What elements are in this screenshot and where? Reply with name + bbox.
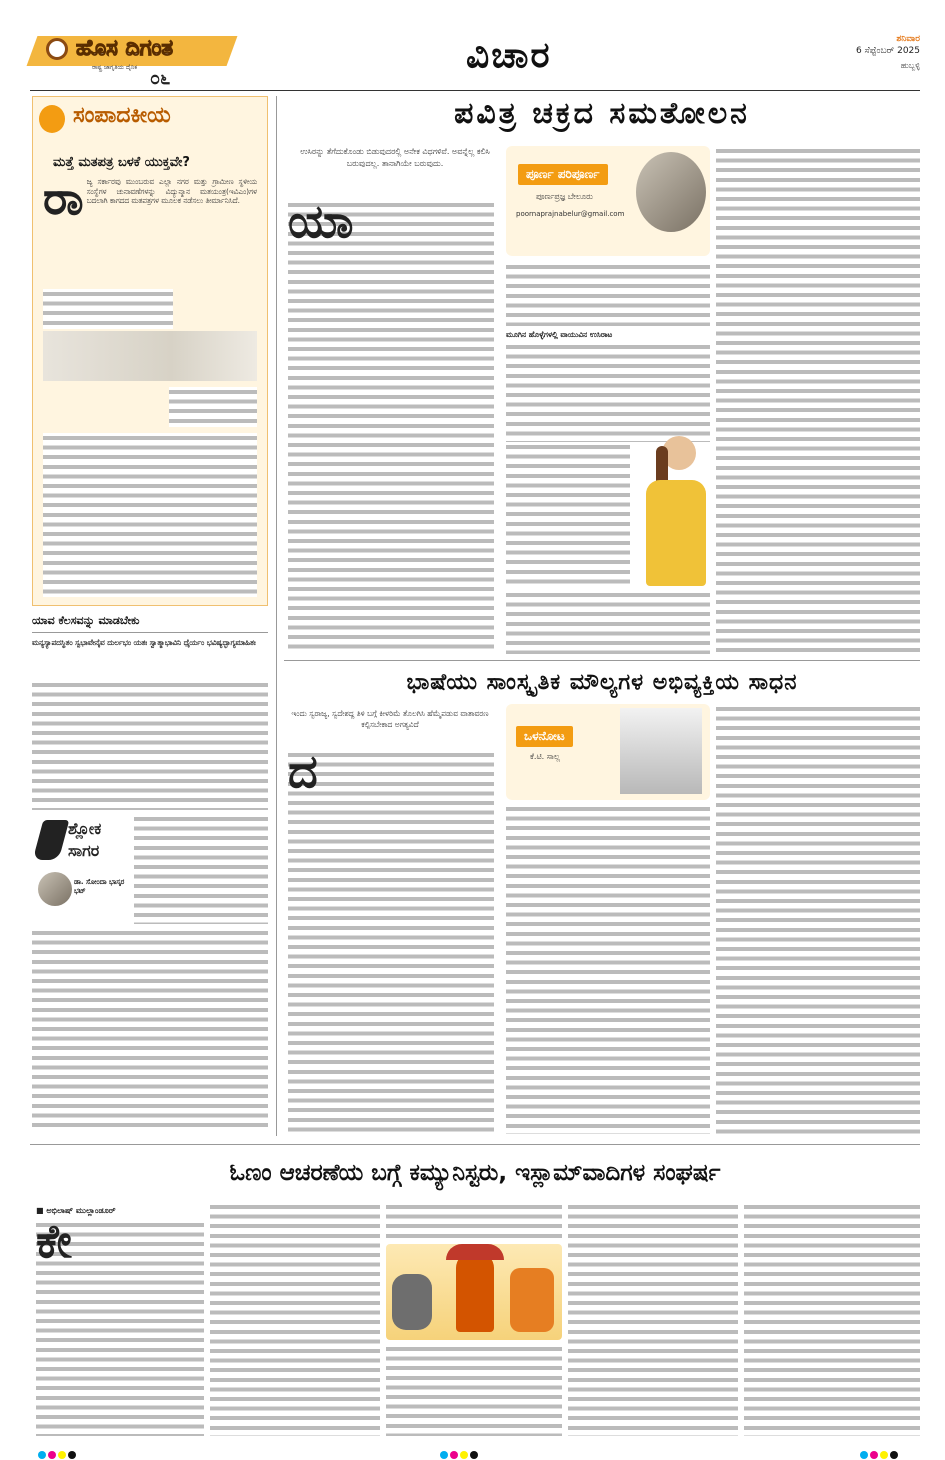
shloka-section — [32, 614, 268, 1134]
article-1-col-1: ಯಾ — [288, 200, 494, 654]
registration-marks-right — [860, 1444, 900, 1460]
article-1-headline: ಪವಿತ್ರ ಚಕ್ರದ ಸಮತೋಲನ — [454, 96, 750, 131]
column-tag: ಪೂರ್ಣ ಪರಿಪೂರ್ಣ — [518, 164, 608, 185]
olanota-tag: ಒಳನೋಟ — [516, 726, 573, 747]
article-3-col-4 — [568, 1202, 738, 1436]
article-3-headline: ಓಣಂ ಆಚರಣೆಯ ಬಗ್ಗೆ ಕಮ್ಯುನಿಸ್ಟರು, ಇಸ್ಲಾಮ್‌ವಾದಿಗಳ ಸಂಘರ್ಷ — [229, 1160, 721, 1186]
dancer-icon — [510, 1268, 554, 1332]
article-3-author: ■ ಅಭಿಲಾಷ್ ಮುಲ್ಲಾಂಡೂರ್ — [36, 1206, 116, 1215]
article-2-col-3 — [716, 704, 920, 1134]
editorial-body-cont — [43, 289, 173, 329]
logo — [32, 30, 242, 88]
editorial-body-2 — [169, 387, 257, 427]
article-1-deck: ಉಸಿರನ್ನು ತೆಗೆದುಕೊಂಡು ಬಿಡುವುದರಲ್ಲಿ ಅನೇಕ ವಿಧಗಳಿವೆ. ಅವನ್ನೆಲ್ಲ ಕಲಿಸಿ ಬರುವುದಲ್ಲ. ತಾನಾಗಿಯೇ ಬರುವುದು. — [300, 147, 490, 168]
logo-emblem-icon — [46, 38, 68, 60]
date-block — [780, 34, 920, 71]
olanota-box — [506, 704, 710, 800]
article-3-col-5 — [744, 1202, 920, 1436]
article-3-col-1: ಕೇ — [36, 1220, 204, 1436]
date: 6 ಸೆಪ್ಟೆಂಬರ್ 2025 — [855, 46, 920, 56]
article-2-headline: ಭಾಷೆಯು ಸಾಂಸ್ಕೃತಿಕ ಮೌಲ್ಯಗಳ ಅಭಿವ್ಯಕ್ತಿಯ ಸಾಧನ — [406, 670, 798, 695]
column-email: poornaprajnabelur@gmail.com — [516, 210, 625, 218]
author-2-photo — [620, 708, 702, 794]
editorial-box — [32, 96, 268, 606]
city: ಹುಬ್ಬಳ್ಳಿ — [900, 61, 920, 70]
shloka-badge: ಶ್ಲೋಕ ಸಾಗರ ಡಾ. ಸೋಂದಾ ಭಾಸ್ಕರ ಭಟ್ — [32, 814, 128, 924]
registration-marks-center — [440, 1444, 480, 1460]
article-1-col-3 — [716, 146, 920, 654]
article-2-col-2 — [506, 804, 710, 1134]
editorial-emblem-icon — [39, 105, 65, 133]
registration-marks-left — [38, 1444, 78, 1460]
yoga-illustration — [634, 436, 716, 586]
article-1-col-2c — [506, 442, 630, 586]
umbrella-icon — [446, 1244, 504, 1260]
article-2 — [284, 664, 920, 1138]
day: ಶನಿವಾರ — [896, 34, 920, 44]
elephant-icon — [392, 1274, 432, 1330]
column-author: ಪೂರ್ಣಪ್ರಜ್ಞ ಬೇಲೂರು — [536, 192, 593, 201]
section-title: ವಿಚಾರ — [466, 34, 552, 76]
article-3-col-2 — [210, 1202, 380, 1436]
article-2-col-1: ದ — [288, 750, 494, 1134]
article-1-col-2d — [506, 590, 710, 654]
shloka-title: ಯಾವ ಕೆಲಸವನ್ನು ಮಾಡಬೇಕು — [32, 614, 140, 627]
author-bullet-icon: ■ — [36, 1206, 47, 1215]
editorial-label: ಸಂಪಾದಕೀಯ — [33, 103, 267, 137]
article-1-col-2b — [506, 342, 710, 442]
article-3-col-3a — [386, 1202, 562, 1242]
author-box — [506, 146, 710, 256]
pen-icon — [33, 820, 70, 860]
author-photo — [636, 152, 706, 232]
editorial-body-3 — [43, 433, 257, 597]
logo-text: ಹೊಸ ದಿಗಂತ — [76, 36, 174, 61]
onam-illustration — [386, 1244, 562, 1340]
article-1 — [284, 96, 920, 658]
logo-tagline: ರಾಷ್ಟ್ರ ಜಾಗೃತಿಯ ದೈನಿಕ — [92, 64, 138, 71]
shloka-verse: ಮನ್ಯಸ್ಯಾಪದಸ್ಥಿತಂ ಸ್ವಭಾವೇನೈವ ದುರ್ಲಭಂ ಯತಃ ಸ್ವಾತ್ಮಾಭಾವಿನಿ ಧೈರ್ಯಂ ಭವಿಷ್ಯದ್ಭಾಗ್ಯಮಾಹಿತಃ — [32, 638, 256, 647]
article-1-subhead: ಮೂಗಿನ ಹೊಳ್ಳೆಗಳಲ್ಲಿ ವಾಯುವಿನ ಉಸಿರಾಟ — [506, 330, 613, 339]
king-figure-icon — [456, 1252, 494, 1332]
article-2-deck: ಇಂದು ಸ್ವರಾಜ್ಯ, ಸ್ವದೇಶದ್ದ ತಿಳಿ ಬಗ್ಗೆ ಕೀಳರಿಮೆ ತೊಲಗಿಸಿ ಹೆಮ್ಮೆಪಡುವ ವಾತಾವರಣ ಕಲ್ಪಿಸಬೇಕಾದ ಅಗತ್ಯವಿದೆ — [291, 709, 489, 729]
article-3 — [30, 1148, 920, 1438]
olanota-author: ಕೆ.ಟಿ. ಸಾಲ್ಲ — [530, 752, 560, 761]
article-1-col-2a — [506, 262, 710, 326]
editorial-title: ಮತ್ತೆ ಮತಪತ್ರ ಬಳಕೆ ಯುಕ್ತವೇ? — [53, 155, 190, 170]
editorial-photo — [43, 331, 257, 381]
author-avatar — [38, 872, 72, 906]
shloka-body-right — [134, 814, 268, 924]
article-3-col-3b — [386, 1344, 562, 1436]
page-number: ೦೬ — [150, 68, 171, 89]
masthead — [0, 0, 945, 92]
shloka-body — [32, 928, 268, 1128]
editorial-body: ರಾ ಜ್ಯ ಸರ್ಕಾರವು ಮುಂಬರುವ ಎಲ್ಲಾ ನಗರ ಮತ್ತು ಗ್ರಾಮೀಣ ಸ್ಥಳೀಯ ಸಂಸ್ಥೆಗಳ ಚುನಾವಣೆಗಳನ್ನು ವಿದ್ಯುನ್ಮಾನ ಮತಯಂತ್ರ(ಇವಿಎಂ)ಗಳ ಬದಲಾಗಿ ಕಾಗದದ ಮತಪತ್ರಗಳ ಮೂಲಕ ನಡೆಸಲು ತೀರ್ಮಾನಿಸಿದೆ. — [43, 177, 257, 225]
shloka-meaning — [32, 680, 268, 810]
